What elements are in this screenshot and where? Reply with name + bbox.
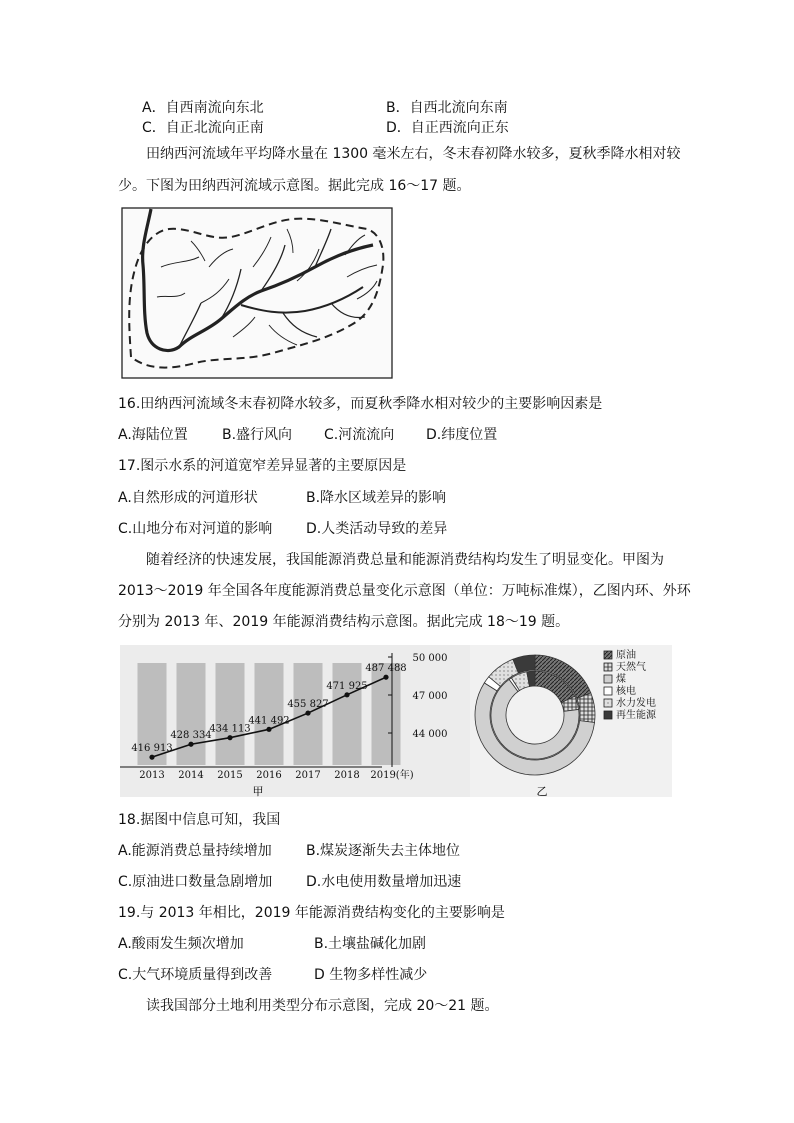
q15-option-c: C．自正北流向正南: [142, 120, 264, 136]
passage-2-line-1: 随着经济的快速发展，我国能源消费总量和能源消费结构均发生了明显变化。甲图为: [146, 552, 664, 568]
x-tick-label-2015: 2015: [217, 770, 243, 781]
data-point-2018: [344, 692, 349, 697]
legend-swatch-0: [604, 651, 612, 659]
tennessee-river-basin-map: [121, 207, 393, 379]
passage-1-line-1: 田纳西河流域年平均降水量在 1300 毫米左右，冬末春初降水较多，夏秋季降水相对较: [146, 146, 681, 162]
passage-2-line-2: 2013～2019 年全国各年度能源消费总量变化示意图（单位：万吨标准煤），乙图内环、外环: [118, 583, 691, 599]
legend-label-3: 核电: [616, 686, 636, 697]
q16-option-b: B.盛行风向: [222, 427, 293, 443]
data-point-2013: [149, 755, 154, 760]
q16-stem: 16.田纳西河流域冬末春初降水较多，而夏秋季降水相对较少的主要影响因素是: [118, 396, 603, 412]
chart-caption-jia: 甲: [252, 785, 264, 797]
q16-option-c: C.河流流向: [324, 427, 395, 443]
data-label-2017: 455 827: [287, 699, 329, 711]
passage-3-line-1: 读我国部分土地利用类型分布示意图，完成 20～21 题。: [146, 998, 499, 1014]
q18-option-d: D.水电使用数量增加迅速: [306, 874, 462, 890]
x-tick-label-2016: 2016: [256, 770, 282, 781]
q19-option-d: D 生物多样性减少: [314, 967, 428, 983]
column-bg-2018: [333, 663, 362, 765]
q19-option-c: C.大气环境质量得到改善: [118, 967, 273, 983]
q17-stem: 17.图示水系的河道宽窄差异显著的主要原因是: [118, 458, 407, 474]
data-label-2019: 487 488: [365, 663, 407, 675]
y-tick-label: 44 000: [412, 729, 448, 740]
x-tick-label-2013: 2013: [139, 770, 165, 781]
q18-option-a: A.能源消费总量持续增加: [118, 843, 272, 859]
q17-option-a: A.自然形成的河道形状: [118, 490, 258, 506]
q19-option-a: A.酸雨发生频次增加: [118, 936, 244, 952]
data-point-2019: [383, 675, 388, 680]
legend-label-1: 天然气: [616, 662, 646, 673]
q15-option-b: B．自西北流向东南: [386, 100, 508, 116]
outer-ring-2019-slice-1: [577, 693, 595, 723]
legend-swatch-1: [604, 663, 612, 671]
energy-structure-ring-chart: [470, 645, 672, 797]
data-label-2016: 441 492: [248, 715, 290, 727]
legend-label-4: 水力发电: [616, 698, 656, 709]
data-label-2013: 416 913: [131, 743, 173, 755]
x-tick-label-2014: 2014: [178, 770, 204, 781]
passage-1-line-2: 少。下图为田纳西河流域示意图。据此完成 16～17 题。: [118, 178, 471, 194]
column-bg-2016: [255, 663, 284, 765]
legend-swatch-3: [604, 687, 612, 695]
q16-option-d: D.纬度位置: [426, 427, 498, 443]
q18-option-b: B.煤炭逐渐失去主体地位: [306, 843, 461, 859]
q17-option-b: B.降水区域差异的影响: [306, 490, 447, 506]
legend-label-2: 煤: [616, 674, 626, 685]
x-tick-label-2017: 2017: [295, 770, 321, 781]
legend-swatch-4: [604, 699, 612, 707]
q19-stem: 19.与 2013 年相比，2019 年能源消费结构变化的主要影响是: [118, 905, 505, 921]
legend-swatch-5: [604, 711, 612, 719]
y-tick-label: 50 000: [412, 653, 448, 664]
legend-label-5: 再生能源: [616, 710, 656, 721]
data-label-2018: 471 925: [326, 680, 368, 692]
q17-option-c: C.山地分布对河道的影响: [118, 521, 273, 537]
passage-2-line-3: 分别为 2013 年、2019 年能源消费结构示意图。据此完成 18～19 题。: [118, 614, 570, 630]
x-tick-label-2018: 2018: [334, 770, 360, 781]
data-label-2014: 428 334: [170, 730, 212, 742]
y-tick-label: 47 000: [412, 691, 448, 702]
legend-swatch-2: [604, 675, 612, 683]
q15-option-a: A．自西南流向东北: [142, 100, 264, 116]
x-tick-label-2019: 2019(年): [370, 770, 414, 781]
data-point-2015: [227, 735, 232, 740]
q15-option-d: D．自正西流向正东: [386, 120, 509, 136]
q18-stem: 18.据图中信息可知，我国: [118, 812, 281, 828]
data-point-2017: [305, 710, 310, 715]
column-bg-2014: [177, 663, 206, 765]
column-bg-2015: [216, 663, 245, 765]
data-label-2015: 434 113: [209, 723, 251, 735]
q18-option-c: C.原油进口数量急剧增加: [118, 874, 273, 890]
q16-option-a: A.海陆位置: [118, 427, 188, 443]
data-point-2014: [188, 742, 193, 747]
q19-option-b: B.土壤盐碱化加剧: [314, 936, 427, 952]
q17-option-d: D.人类活动导致的差异: [306, 521, 448, 537]
data-point-2016: [266, 727, 271, 732]
legend-label-0: 原油: [616, 650, 636, 661]
chart-caption-yi: 乙: [536, 785, 548, 797]
energy-consumption-line-chart: [120, 645, 472, 797]
